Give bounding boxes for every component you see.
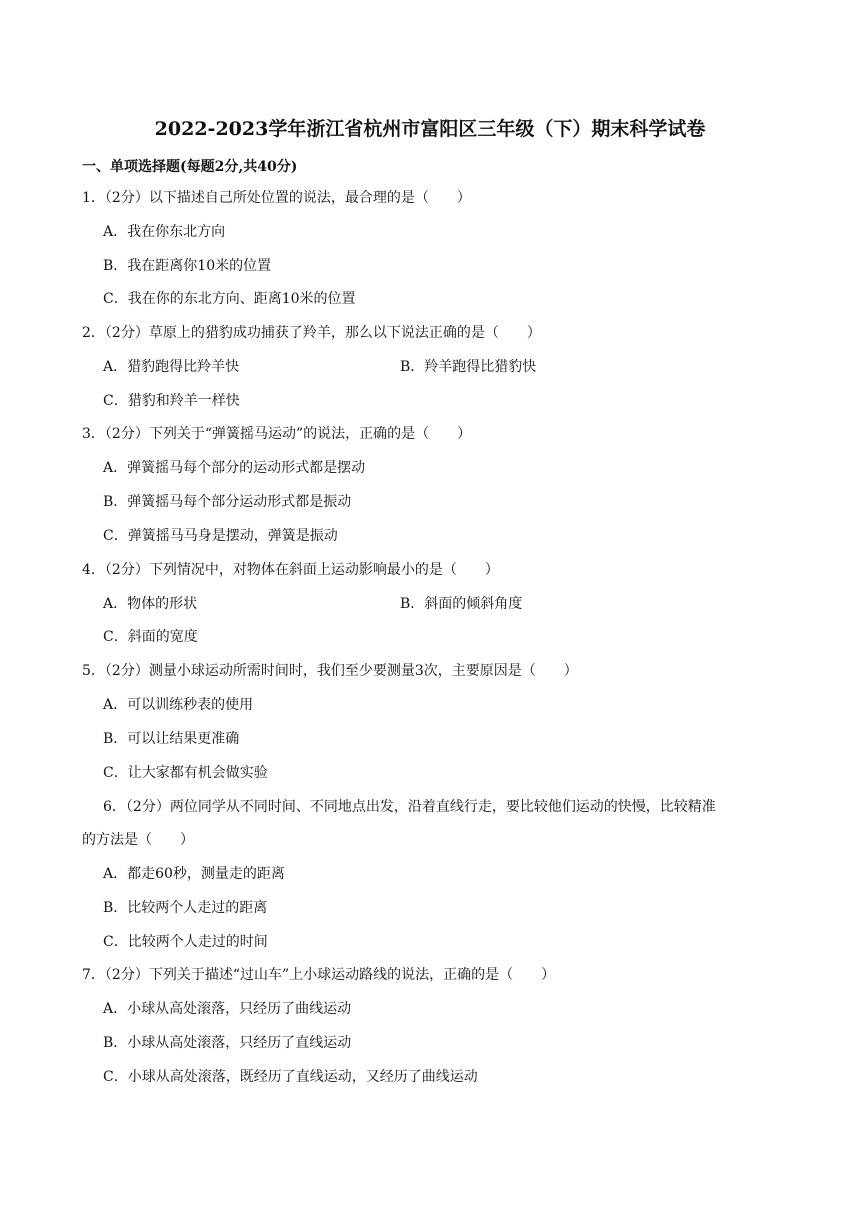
- question-2-option-a: A．猎豹跑得比羚羊快: [103, 359, 240, 375]
- question-6-option-b: B．比较两个人走过的距离: [103, 900, 268, 916]
- question-6-stem-line2: 的方法是（ ）: [82, 832, 194, 848]
- question-1-option-a: A．我在你东北方向: [103, 224, 226, 240]
- question-5-option-c: C．让大家都有机会做实验: [103, 765, 268, 781]
- question-1-option-b: B．我在距离你10米的位置: [103, 258, 272, 274]
- question-7-option-a: A．小球从高处滚落，只经历了曲线运动: [103, 1001, 352, 1017]
- question-7-option-b: B．小球从高处滚落，只经历了直线运动: [103, 1035, 352, 1051]
- question-4-option-c: C．斜面的宽度: [103, 629, 198, 645]
- question-7-stem: 7．（2分）下列关于描述“过山车”上小球运动路线的说法，正确的是（ ）: [82, 967, 556, 983]
- question-2-stem: 2．（2分）草原上的猎豹成功捕获了羚羊，那么以下说法正确的是（ ）: [82, 325, 541, 341]
- question-6-option-c: C．比较两个人走过的时间: [103, 934, 268, 950]
- question-1-stem: 1．（2分）以下描述自己所处位置的说法，最合理的是（ ）: [82, 190, 471, 206]
- question-6-stem-line1: 6．（2分）两位同学从不同时间、不同地点出发，沿着直线行走，要比较他们运动的快慢，比较精准: [103, 799, 716, 815]
- question-5-option-b: B．可以让结果更准确: [103, 731, 240, 747]
- question-4-stem: 4．（2分）下列情况中，对物体在斜面上运动影响最小的是（ ）: [82, 562, 499, 578]
- question-3-option-a: A．弹簧摇马每个部分的运动形式都是摆动: [103, 460, 366, 476]
- page-title: 2022-2023学年浙江省杭州市富阳区三年级（下）期末科学试卷: [154, 118, 706, 140]
- section-heading: 一、单项选择题(每题2分,共40分): [82, 159, 298, 175]
- question-6-option-a: A．都走60秒，测量走的距离: [103, 866, 285, 882]
- question-1-option-c: C．我在你的东北方向、距离10米的位置: [103, 291, 356, 307]
- question-7-option-c: C．小球从高处滚落，既经历了直线运动，又经历了曲线运动: [103, 1069, 478, 1085]
- question-3-option-b: B．弹簧摇马每个部分运动形式都是振动: [103, 494, 352, 510]
- question-5-stem: 5．（2分）测量小球运动所需时间时，我们至少要测量3次，主要原因是（ ）: [82, 663, 578, 679]
- question-3-stem: 3．（2分）下列关于“弹簧摇马运动”的说法，正确的是（ ）: [82, 426, 472, 442]
- question-2-option-c: C．猎豹和羚羊一样快: [103, 393, 240, 409]
- question-4-option-a: A．物体的形状: [103, 596, 198, 612]
- question-2-option-b: B．羚羊跑得比猎豹快: [400, 359, 537, 375]
- question-5-option-a: A．可以训练秒表的使用: [103, 697, 254, 713]
- question-4-option-b: B．斜面的倾斜角度: [400, 596, 523, 612]
- question-3-option-c: C．弹簧摇马马身是摆动，弹簧是振动: [103, 528, 338, 544]
